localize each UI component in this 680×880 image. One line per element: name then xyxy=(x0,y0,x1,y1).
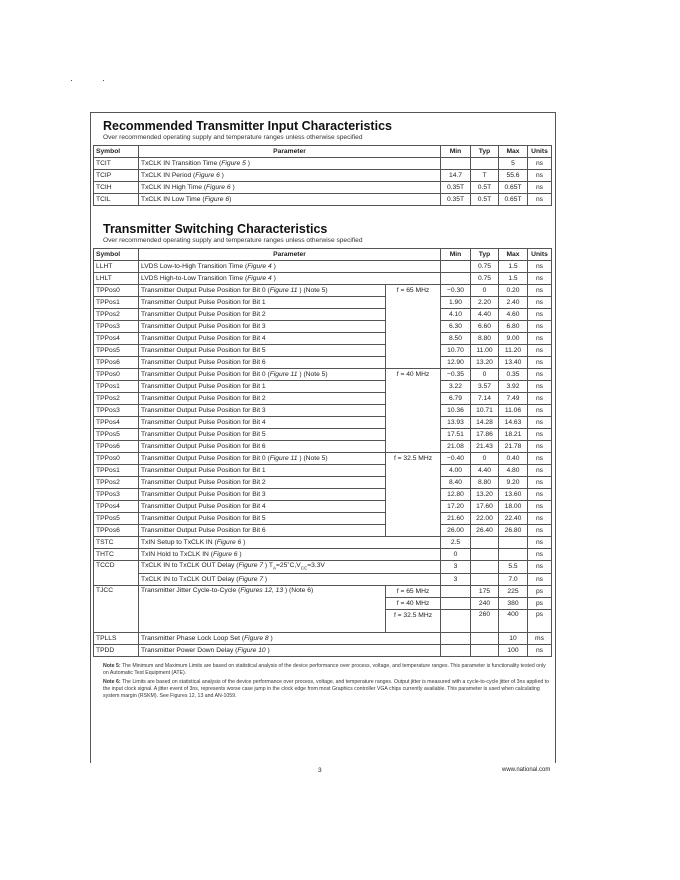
value-cell: 175 xyxy=(471,586,499,598)
symbol-cell: TPPos0 xyxy=(94,285,139,297)
condition-cell: f = 65 MHz xyxy=(386,586,441,598)
value-cell: 14.28 xyxy=(471,417,499,429)
value-cell: 4.40 xyxy=(471,465,499,477)
value-cell: 4.40 xyxy=(471,309,499,321)
symbol-cell: TCIH xyxy=(94,182,139,194)
value-cell: 4.60 xyxy=(499,309,528,321)
value-cell: ns xyxy=(528,182,552,194)
table-row xyxy=(94,645,552,657)
column-header: Min xyxy=(441,146,471,158)
value-cell: 380 xyxy=(499,598,528,610)
symbol-cell: TCIT xyxy=(94,158,139,170)
parameter-cell: Transmitter Phase Lock Loop Set (Figure 8 ) xyxy=(139,633,441,645)
column-header: Typ xyxy=(471,146,499,158)
switching-characteristics-title: Transmitter Switching Characteristics xyxy=(103,222,328,236)
symbol-cell: TPPos6 xyxy=(94,357,139,369)
symbol-cell: TCCD xyxy=(94,561,139,586)
value-cell: 6.80 xyxy=(499,321,528,333)
value-cell: ns xyxy=(528,525,552,537)
note-6 xyxy=(103,679,551,701)
symbol-cell: TCIP xyxy=(94,170,139,182)
table-row xyxy=(94,158,552,170)
value-cell: 1.5 xyxy=(499,273,528,285)
value-cell: ns xyxy=(528,441,552,453)
table-row xyxy=(94,194,552,206)
table-row xyxy=(94,321,552,333)
value-cell: 18.00 xyxy=(499,501,528,513)
value-cell: ns xyxy=(528,381,552,393)
value-cell: 0.20 xyxy=(499,285,528,297)
value-cell: 3.57 xyxy=(471,381,499,393)
value-cell xyxy=(441,645,471,657)
condition-cell: f = 40 MHz xyxy=(386,598,441,610)
column-header: Symbol xyxy=(94,249,139,261)
value-cell: ms xyxy=(528,633,552,645)
value-cell: ns xyxy=(528,453,552,465)
value-cell: ns xyxy=(528,489,552,501)
value-cell: 13.93 xyxy=(441,417,471,429)
value-cell: ps xyxy=(528,598,552,610)
value-cell: 17.20 xyxy=(441,501,471,513)
value-cell: −0.30 xyxy=(441,285,471,297)
note-5-text: The Minimum and Maximum Limits are based on statistical analysis of the device performance over process, voltage, and temperature ranges. This parameter is functionality tested only on Automatic Test Equipment (ATE). xyxy=(103,663,546,677)
symbol-cell: TPPos4 xyxy=(94,417,139,429)
value-cell xyxy=(471,537,499,549)
value-cell: 6.30 xyxy=(441,321,471,333)
parameter-cell: Transmitter Output Pulse Position for Bit 4 xyxy=(139,501,386,513)
value-cell: 260 xyxy=(471,610,499,633)
value-cell: 18.21 xyxy=(499,429,528,441)
value-cell: 13.20 xyxy=(471,357,499,369)
input-characteristics-title: Recommended Transmitter Input Characteristics xyxy=(103,119,392,133)
input-characteristics-subtitle: Over recommended operating supply and temperature ranges unless otherwise specified xyxy=(103,134,363,141)
table-row xyxy=(94,381,552,393)
symbol-cell: TPPos5 xyxy=(94,513,139,525)
value-cell: ns xyxy=(528,513,552,525)
parameter-cell: Transmitter Output Pulse Position for Bit 4 xyxy=(139,417,386,429)
table-row xyxy=(94,261,552,273)
value-cell: 3.92 xyxy=(499,381,528,393)
symbol-cell: TPPos4 xyxy=(94,333,139,345)
value-cell: 0.35T xyxy=(441,194,471,206)
footnotes xyxy=(103,663,551,701)
value-cell: −0.40 xyxy=(441,453,471,465)
parameter-cell: Transmitter Output Pulse Position for Bit 1 xyxy=(139,465,386,477)
value-cell: ns xyxy=(528,645,552,657)
parameter-cell: Transmitter Output Pulse Position for Bit 6 xyxy=(139,357,386,369)
value-cell: 9.00 xyxy=(499,333,528,345)
parameter-cell: TxIN Hold to TxCLK IN (Figure 6 ) xyxy=(139,549,441,561)
value-cell: ns xyxy=(528,309,552,321)
column-header: Units xyxy=(528,146,552,158)
value-cell: 0.65T xyxy=(499,194,528,206)
table-row xyxy=(94,633,552,645)
parameter-cell: TxCLK IN Transition Time (Figure 5 ) xyxy=(139,158,441,170)
value-cell xyxy=(441,158,471,170)
value-cell xyxy=(471,561,499,574)
symbol-cell: LLHT xyxy=(94,261,139,273)
value-cell: 10.36 xyxy=(441,405,471,417)
value-cell: 8.40 xyxy=(441,477,471,489)
value-cell: 22.40 xyxy=(499,513,528,525)
condition-cell: f = 32.5 MHz xyxy=(386,453,441,537)
symbol-cell: TCIL xyxy=(94,194,139,206)
value-cell: 0 xyxy=(441,549,471,561)
value-cell: 7.49 xyxy=(499,393,528,405)
value-cell: 4.00 xyxy=(441,465,471,477)
value-cell xyxy=(471,645,499,657)
table-row xyxy=(94,501,552,513)
value-cell: 4.10 xyxy=(441,309,471,321)
parameter-cell: Transmitter Output Pulse Position for Bit 5 xyxy=(139,345,386,357)
scan-speck xyxy=(103,80,104,81)
value-cell: 1.90 xyxy=(441,297,471,309)
column-header: Parameter xyxy=(139,249,441,261)
parameter-cell: TxCLK IN to TxCLK OUT Delay (Figure 7 ) $T_A=25˚C,V_{CC}=3.3V$ xyxy=(139,561,441,574)
condition-cell: f = 32.5 MHz xyxy=(386,610,441,633)
value-cell xyxy=(441,586,471,598)
parameter-cell: Transmitter Output Pulse Position for Bit 0 (Figure 11 ) (Note 5) xyxy=(139,453,386,465)
value-cell: 10 xyxy=(499,633,528,645)
value-cell: 0.40 xyxy=(499,453,528,465)
value-cell: 1.5 xyxy=(499,261,528,273)
value-cell: ns xyxy=(528,561,552,574)
value-cell: 4.80 xyxy=(499,465,528,477)
parameter-cell: TxCLK IN Period (Figure 6 ) xyxy=(139,170,441,182)
table-row xyxy=(94,561,552,574)
value-cell: 17.86 xyxy=(471,429,499,441)
value-cell xyxy=(499,549,528,561)
switching-characteristics-table xyxy=(93,248,552,657)
input-characteristics-table xyxy=(93,145,552,206)
column-header: Symbol xyxy=(94,146,139,158)
value-cell: 225 xyxy=(499,586,528,598)
table-row xyxy=(94,182,552,194)
website-url: www.national.com xyxy=(502,767,551,773)
table-row xyxy=(94,393,552,405)
table-row xyxy=(94,489,552,501)
value-cell xyxy=(471,633,499,645)
table-row xyxy=(94,429,552,441)
value-cell xyxy=(471,574,499,586)
value-cell: 100 xyxy=(499,645,528,657)
table-row xyxy=(94,549,552,561)
table-row xyxy=(94,465,552,477)
value-cell: 0.5T xyxy=(471,194,499,206)
parameter-cell: Transmitter Output Pulse Position for Bit 6 xyxy=(139,525,386,537)
parameter-cell: Transmitter Output Pulse Position for Bit 0 (Figure 11 ) (Note 5) xyxy=(139,369,386,381)
value-cell: 2.20 xyxy=(471,297,499,309)
value-cell: 0 xyxy=(471,285,499,297)
value-cell: 0.5T xyxy=(471,182,499,194)
parameter-cell: TxCLK IN to TxCLK OUT Delay (Figure 7 ) xyxy=(139,574,441,586)
table-row xyxy=(94,574,552,586)
column-header: Parameter xyxy=(139,146,441,158)
value-cell xyxy=(471,158,499,170)
value-cell: 10.71 xyxy=(471,405,499,417)
value-cell: 26.40 xyxy=(471,525,499,537)
parameter-cell: Transmitter Power Down Delay (Figure 10 ) xyxy=(139,645,441,657)
value-cell: 10.70 xyxy=(441,345,471,357)
value-cell: 0.35 xyxy=(499,369,528,381)
value-cell: 0.75 xyxy=(471,261,499,273)
symbol-cell: TJCC xyxy=(94,586,139,633)
table-row xyxy=(94,525,552,537)
symbol-cell: TPPos6 xyxy=(94,525,139,537)
value-cell: 2.40 xyxy=(499,297,528,309)
parameter-cell: Transmitter Output Pulse Position for Bit 5 xyxy=(139,429,386,441)
parameter-cell: Transmitter Output Pulse Position for Bit 3 xyxy=(139,321,386,333)
value-cell xyxy=(441,261,471,273)
parameter-cell: Transmitter Output Pulse Position for Bit 4 xyxy=(139,333,386,345)
column-header: Min xyxy=(441,249,471,261)
value-cell: 400 xyxy=(499,610,528,633)
value-cell: ns xyxy=(528,477,552,489)
parameter-cell: Transmitter Output Pulse Position for Bit 1 xyxy=(139,381,386,393)
parameter-cell: Transmitter Output Pulse Position for Bit 3 xyxy=(139,405,386,417)
value-cell xyxy=(471,549,499,561)
value-cell: 240 xyxy=(471,598,499,610)
parameter-cell: Transmitter Output Pulse Position for Bit 3 xyxy=(139,489,386,501)
value-cell: 22.00 xyxy=(471,513,499,525)
value-cell: ns xyxy=(528,393,552,405)
value-cell: 13.60 xyxy=(499,489,528,501)
page-number: 3 xyxy=(318,767,322,774)
value-cell xyxy=(441,273,471,285)
symbol-cell: TPPos1 xyxy=(94,381,139,393)
condition-cell: f = 65 MHz xyxy=(386,285,441,369)
value-cell: 8.80 xyxy=(471,333,499,345)
value-cell: 21.08 xyxy=(441,441,471,453)
value-cell: 0 xyxy=(471,453,499,465)
symbol-cell: LHLT xyxy=(94,273,139,285)
value-cell: 13.40 xyxy=(499,357,528,369)
value-cell: ns xyxy=(528,357,552,369)
value-cell: 2.5 xyxy=(441,537,471,549)
table-row xyxy=(94,586,552,598)
table-row xyxy=(94,477,552,489)
column-header: Typ xyxy=(471,249,499,261)
symbol-cell: THTC xyxy=(94,549,139,561)
table-row xyxy=(94,273,552,285)
value-cell: ns xyxy=(528,194,552,206)
parameter-cell: TxCLK IN High Time (Figure 6 ) xyxy=(139,182,441,194)
symbol-cell: TPPos4 xyxy=(94,501,139,513)
symbol-cell: TPPos6 xyxy=(94,441,139,453)
value-cell: ns xyxy=(528,369,552,381)
value-cell: ns xyxy=(528,465,552,477)
value-cell: 8.80 xyxy=(471,477,499,489)
value-cell: T xyxy=(471,170,499,182)
table-row xyxy=(94,345,552,357)
value-cell: 6.60 xyxy=(471,321,499,333)
value-cell: 21.78 xyxy=(499,441,528,453)
note-6-text: The Limits are based on statistical analysis of the device performance over process, voltage, and temperature ranges. Output jitter is measured with a cycle-to-cycle jitter of 3ns applied to the input clock signal. A jitter event of 3ns, represents worse case jump in the clock edge from most Graphics controller VGA chips currently available. This parameter is used when calculating system margin (RSKM). See Figures 12, 13 and AN-1059. xyxy=(103,678,549,700)
value-cell: 8.50 xyxy=(441,333,471,345)
symbol-cell: TPPos1 xyxy=(94,465,139,477)
symbol-cell: TPPos2 xyxy=(94,309,139,321)
value-cell: 11.20 xyxy=(499,345,528,357)
value-cell: 13.20 xyxy=(471,489,499,501)
value-cell: 3.22 xyxy=(441,381,471,393)
symbol-cell: TPLLS xyxy=(94,633,139,645)
table-row xyxy=(94,285,552,297)
value-cell: ps xyxy=(528,610,552,633)
value-cell: 17.60 xyxy=(471,501,499,513)
value-cell: ns xyxy=(528,417,552,429)
value-cell: 26.80 xyxy=(499,525,528,537)
value-cell: ns xyxy=(528,158,552,170)
value-cell xyxy=(441,633,471,645)
condition-cell: f = 40 MHz xyxy=(386,369,441,453)
symbol-cell: TSTC xyxy=(94,537,139,549)
value-cell: 0.75 xyxy=(471,273,499,285)
table-row xyxy=(94,537,552,549)
value-cell: 55.6 xyxy=(499,170,528,182)
parameter-cell: Transmitter Output Pulse Position for Bit 2 xyxy=(139,393,386,405)
value-cell: ns xyxy=(528,321,552,333)
value-cell: 7.14 xyxy=(471,393,499,405)
value-cell: ns xyxy=(528,405,552,417)
value-cell: 0 xyxy=(471,369,499,381)
table-row xyxy=(94,417,552,429)
table-row xyxy=(94,513,552,525)
value-cell: 12.90 xyxy=(441,357,471,369)
parameter-cell: Transmitter Output Pulse Position for Bit 0 (Figure 11 ) (Note 5) xyxy=(139,285,386,297)
column-header: Units xyxy=(528,249,552,261)
value-cell: 11.00 xyxy=(471,345,499,357)
value-cell: 0.35T xyxy=(441,182,471,194)
value-cell: 3 xyxy=(441,561,471,574)
value-cell: 0.65T xyxy=(499,182,528,194)
column-header: Max xyxy=(499,146,528,158)
value-cell: ns xyxy=(528,429,552,441)
value-cell: ns xyxy=(528,345,552,357)
value-cell: 21.43 xyxy=(471,441,499,453)
note-6-label: Note 6: xyxy=(103,678,121,685)
value-cell: 26.00 xyxy=(441,525,471,537)
table-row xyxy=(94,369,552,381)
value-cell: 21.60 xyxy=(441,513,471,525)
value-cell: ns xyxy=(528,333,552,345)
value-cell: 6.79 xyxy=(441,393,471,405)
table-row xyxy=(94,453,552,465)
value-cell: ns xyxy=(528,549,552,561)
symbol-cell: TPPos5 xyxy=(94,429,139,441)
symbol-cell: TPPos2 xyxy=(94,393,139,405)
column-header: Max xyxy=(499,249,528,261)
symbol-cell: TPPos1 xyxy=(94,297,139,309)
value-cell: ns xyxy=(528,170,552,182)
switching-characteristics-subtitle: Over recommended operating supply and temperature ranges unless otherwise specified xyxy=(103,237,363,244)
parameter-cell: LVDS High-to-Low Transition Time (Figure 4 ) xyxy=(139,273,441,285)
value-cell: ns xyxy=(528,273,552,285)
value-cell: ns xyxy=(528,501,552,513)
value-cell: 5.5 xyxy=(499,561,528,574)
value-cell: ns xyxy=(528,537,552,549)
parameter-cell: Transmitter Output Pulse Position for Bit 5 xyxy=(139,513,386,525)
value-cell: ps xyxy=(528,586,552,598)
table-row xyxy=(94,170,552,182)
parameter-cell: Transmitter Jitter Cycle-to-Cycle (Figures 12, 13 ) (Note 6) xyxy=(139,586,386,633)
symbol-cell: TPPos2 xyxy=(94,477,139,489)
table-row xyxy=(94,333,552,345)
value-cell: 5 xyxy=(499,158,528,170)
value-cell: 9.20 xyxy=(499,477,528,489)
parameter-cell: TxCLK IN Low Time (Figure 6) xyxy=(139,194,441,206)
parameter-cell: Transmitter Output Pulse Position for Bit 6 xyxy=(139,441,386,453)
symbol-cell: TPPos3 xyxy=(94,405,139,417)
parameter-cell: Transmitter Output Pulse Position for Bit 2 xyxy=(139,477,386,489)
scan-speck xyxy=(71,80,72,81)
parameter-cell: Transmitter Output Pulse Position for Bit 2 xyxy=(139,309,386,321)
parameter-cell: LVDS Low-to-High Transition Time (Figure 4 ) xyxy=(139,261,441,273)
value-cell: 3 xyxy=(441,574,471,586)
table-row xyxy=(94,297,552,309)
value-cell: ns xyxy=(528,574,552,586)
value-cell: ns xyxy=(528,285,552,297)
value-cell xyxy=(441,598,471,610)
note-5-label: Note 5: xyxy=(103,663,121,669)
symbol-cell: TPPos3 xyxy=(94,489,139,501)
value-cell: ns xyxy=(528,261,552,273)
value-cell: 17.51 xyxy=(441,429,471,441)
symbol-cell: TPPos5 xyxy=(94,345,139,357)
value-cell: ns xyxy=(528,297,552,309)
symbol-cell: TPPos0 xyxy=(94,369,139,381)
parameter-cell: Transmitter Output Pulse Position for Bit 1 xyxy=(139,297,386,309)
value-cell xyxy=(499,537,528,549)
symbol-cell: TPDD xyxy=(94,645,139,657)
value-cell: 7.0 xyxy=(499,574,528,586)
parameter-cell: TxIN Setup to TxCLK IN (Figure 6 ) xyxy=(139,537,441,549)
table-row xyxy=(94,309,552,321)
value-cell xyxy=(441,610,471,633)
table-row xyxy=(94,357,552,369)
symbol-cell: TPPos0 xyxy=(94,453,139,465)
value-cell: 12.80 xyxy=(441,489,471,501)
value-cell: 14.7 xyxy=(441,170,471,182)
value-cell: 11.06 xyxy=(499,405,528,417)
table-row xyxy=(94,441,552,453)
table-row xyxy=(94,405,552,417)
value-cell: 14.63 xyxy=(499,417,528,429)
note-5 xyxy=(103,663,551,678)
symbol-cell: TPPos3 xyxy=(94,321,139,333)
value-cell: −0.35 xyxy=(441,369,471,381)
